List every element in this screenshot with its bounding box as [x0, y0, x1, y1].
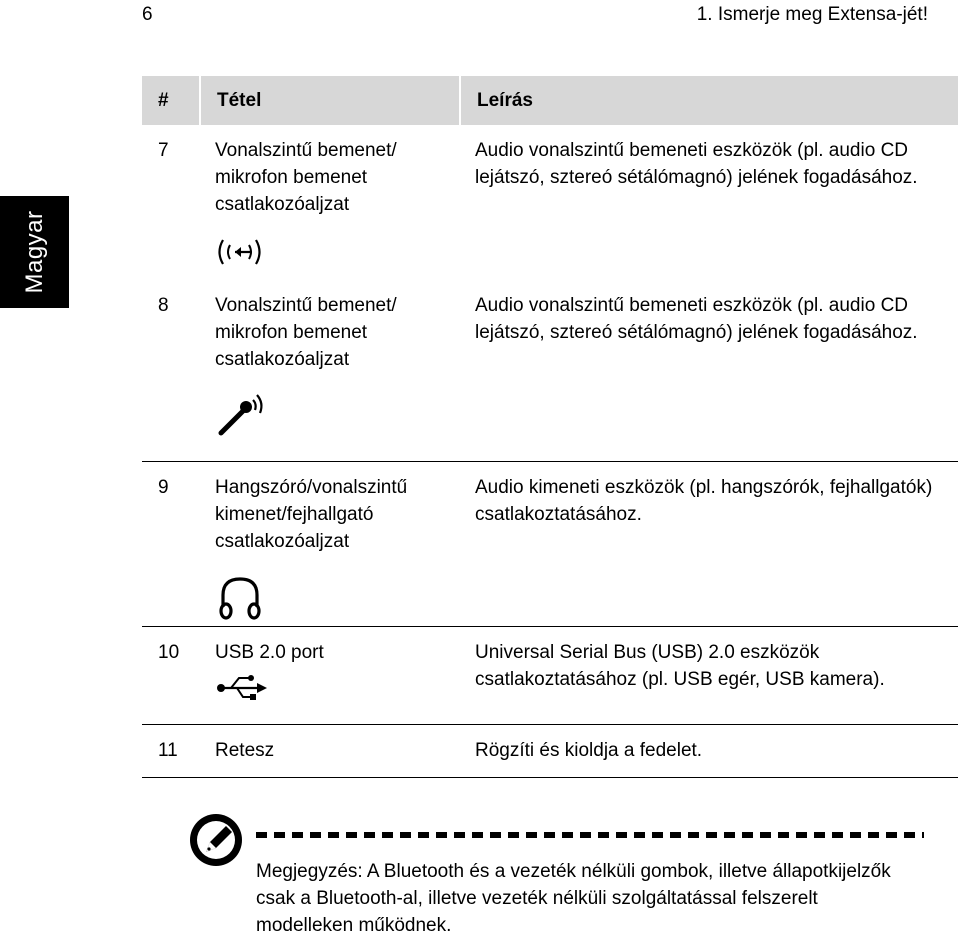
row-num: 11 — [158, 740, 178, 761]
row-item — [199, 725, 459, 777]
row-item — [199, 125, 459, 280]
row-desc: Audio kimeneti eszközök (pl. hangszórók, fejhallgatók) csatlakoztatásához. — [475, 477, 933, 525]
row-num: 10 — [158, 642, 180, 663]
table-row — [142, 724, 958, 778]
row-desc: Rögzíti és kioldja a fedelet. — [475, 740, 703, 761]
row-num: 8 — [158, 295, 169, 316]
note-divider — [256, 832, 924, 838]
table-header — [142, 76, 958, 125]
header-item: Tétel — [199, 76, 459, 125]
note-pen-icon — [188, 812, 244, 868]
ports-table — [142, 76, 958, 778]
row-item — [199, 280, 459, 461]
row-desc: Universal Serial Bus (USB) 2.0 eszközök csatlakoztatásához (pl. USB egér, USB kamera). — [475, 642, 885, 690]
row-desc: Audio vonalszintű bemeneti eszközök (pl. audio CD lejátszó, sztereó sétálómagnó) jelének fogadásához. — [475, 140, 918, 188]
row-num: 9 — [158, 477, 169, 498]
row-item — [199, 627, 459, 724]
language-tab-label: Magyar — [20, 210, 48, 294]
row-desc: Audio vonalszintű bemeneti eszközök (pl. audio CD lejátszó, sztereó sétálómagnó) jelének fogadásához. — [475, 295, 918, 343]
language-tab — [0, 196, 69, 308]
row-item-label: Hangszóró/vonalszintű kimenet/fejhallgató csatlakozóaljzat — [215, 477, 408, 552]
row-item-label: Retesz — [215, 740, 275, 761]
table-row — [142, 125, 958, 280]
row-num: 7 — [158, 140, 169, 161]
usb-icon — [215, 672, 271, 702]
running-header: 1. Ismerje meg Extensa-jét! — [696, 4, 928, 25]
row-item-label: USB 2.0 port — [215, 642, 324, 663]
header-num: # — [158, 90, 169, 111]
note-text: Megjegyzés: A Bluetooth és a vezeték nélküli gombok, illetve állapotkijelzők csak a Bluetooth-al, illetve vezeték nélküli szolgáltatással felszerelt modelleken működnek. — [256, 861, 891, 936]
table-row — [142, 280, 958, 461]
headphones-icon — [215, 573, 265, 623]
row-item-label: Vonalszintű bemenet/ mikrofon bemenet csatlakozóaljzat — [215, 295, 397, 370]
row-item — [199, 462, 459, 626]
line-in-jack-icon — [215, 236, 269, 268]
row-item-label: Vonalszintű bemenet/ mikrofon bemenet csatlakozóaljzat — [215, 140, 397, 215]
microphone-icon — [215, 391, 271, 439]
table-row — [142, 461, 958, 626]
note-box — [188, 810, 928, 936]
header-desc: Leírás — [459, 76, 958, 125]
page-number: 6 — [142, 4, 153, 25]
table-row — [142, 626, 958, 724]
